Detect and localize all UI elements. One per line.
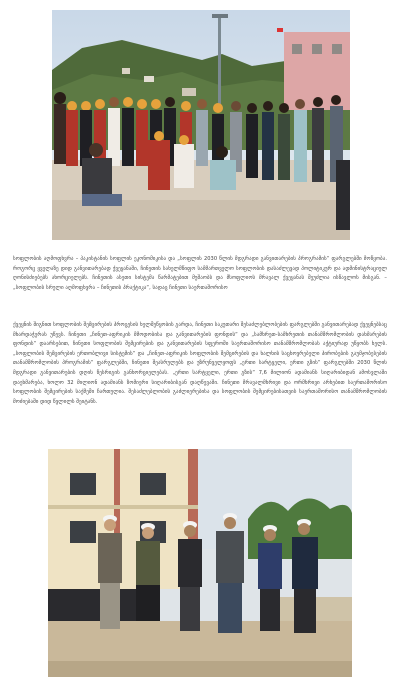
article-paragraph: ქვეყნის შიგნით სოფლობის შემცირების პროცესის ხელშეწყობის გარდა, ჩინეთი საკუთარი შესაძლებლობების ფარგლებში განვითარებად ქვეყნებსაც მხარდაჭერას უწევს. ჩინეთი „ჩინეთ-აფრიკის მმოდობისა და განვითარების ფონდის“ და „სამხრეთ-სამხრეთის თანამშრომლობის დახმარების ფონდის“ დაარსებით, ჩინეთი სოფლობის შემცირების და განვითარების სფეროში საერთაშორისო თანამშრომლობას აქტიურად უწყობს ხელს. „სოფლობის შემცირების ერთობლივი სისტემის“ და „ჩინეთ-აფრიკის სოფლობის შემცირების და ხალხის საცხოვრებელი პირობების გაუმჯობესების თანამშრომლობის პროგრამის“ ფარგლებში, ჩინეთი შეასრულებს და უზრუნველყოფს „ერთი სარტყელი, ერთი გზის“ ფარგლებში 2030 წლის მდგრადი განვითარების დღის წესრიგის განხორციელებას. „ერთი სარტყელი, ერთი გზის“ 7,6 მილიონ ადამიანს სიღარიბიდან ამოსვლაში დაეხმარება, ხოლო 32 მილიონ ადამიანს ზომიერი სიღარიბისგან დაღწევაში. ჩინეთი მრავალმხრივი და ორმხრივი არხებით საერთაშორისო სოფლობის შემცირების საქმეში ჩართულია. შესაძლებლობის გაძლიერებისა და სოფლობის შემცირებისათვის საერთაშორისო თანამშრომლობის მოძიებაში დიდ წვლილს შეიტანს.	[13, 322, 387, 405]
article-paragraph: სოფლობის აღმოფხვრა – პაკისტანის სოფლის ეკონომიკისა და „სოფლის 2030 წლის მდგრადი განვითარების პროგრამის“ ფარგლებში მოწყობა. როგორც ყველაზე დიდ განვითარებად ქვეყანაში, ჩინეთის სახელმწიფო სამმართველო სოფლობის დასაძლევად პოლიტიკურ და ადმინისტრაციულ ღონისძიებებს ახორციელებს. ჩინეთის ასეთი სისტემა წარმატებით მუშაობს და მსოფლიოს მრავალ ქვეყანას შეუძლია ისწავლოს მისგან. – „სოფლობის სრული აღმოფხვრა – ჩინეთის პრაქტიკა“, სადაც ჩინეთი საერთაშორისო	[13, 256, 387, 291]
group-photo-construction	[48, 449, 352, 677]
group-photo-construction-image	[48, 449, 352, 677]
group-photo-outdoor-image	[52, 10, 350, 240]
group-photo-outdoor	[52, 10, 350, 240]
